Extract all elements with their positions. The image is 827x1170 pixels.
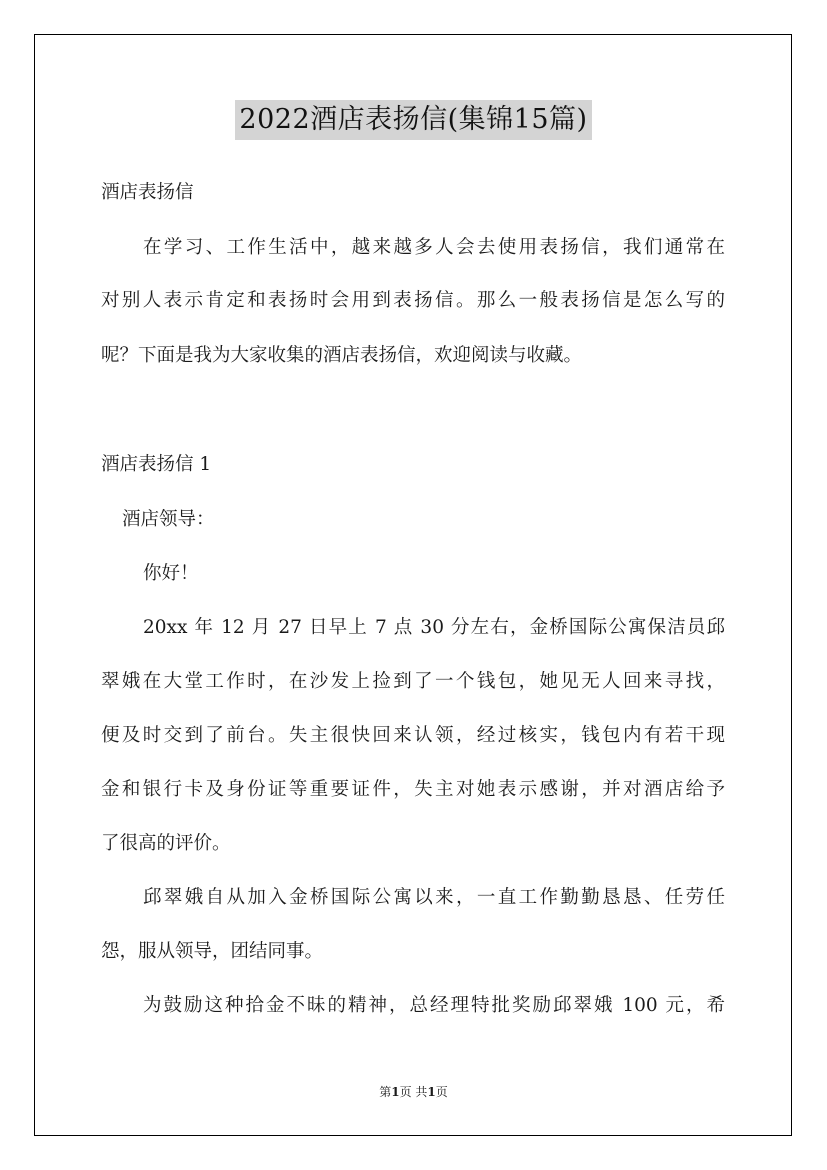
paragraph-line: 呢？下面是我为大家收集的酒店表扬信，欢迎阅读与收藏。 [101, 345, 583, 366]
salutation: 酒店领导： [122, 509, 215, 530]
paragraph-line: 对别人表示肯定和表扬时会用到表扬信。那么一般表扬信是怎么写的 [101, 290, 725, 311]
title-container [0, 100, 827, 140]
footer-suffix: 页 [435, 1085, 448, 1099]
paragraph-line: 便及时交到了前台。失主很快回来认领，经过核实，钱包内有若干现 [101, 725, 725, 746]
paragraph-line: 金和银行卡及身份证等重要证件，失主对她表示感谢，并对酒店给予 [101, 779, 725, 800]
document-title: 2022酒店表扬信(集锦15篇) [235, 100, 591, 140]
total-page-number: 1 [427, 1085, 436, 1099]
paragraph-line: 为鼓励这种拾金不昧的精神，总经理特批奖励邱翠娥 100 元，希 [143, 995, 725, 1016]
paragraph-line: 邱翠娥自从加入金桥国际公寓以来，一直工作勤勤恳恳、任劳任 [143, 887, 725, 908]
current-page-number: 1 [391, 1085, 400, 1099]
paragraph-line: 了很高的评价。 [101, 833, 231, 854]
page-footer [0, 1083, 827, 1101]
paragraph-line: 20xx 年 12 月 27 日早上 7 点 30 分左右，金桥国际公寓保洁员邱 [143, 617, 725, 638]
greeting: 你好！ [143, 563, 199, 584]
section-heading: 酒店表扬信 [101, 182, 194, 203]
paragraph-line: 翠娥在大堂工作时，在沙发上捡到了一个钱包，她见无人回来寻找， [101, 671, 725, 692]
paragraph-line: 怨，服从领导，团结同事。 [101, 941, 324, 962]
paragraph-line: 在学习、工作生活中，越来越多人会去使用表扬信，我们通常在 [143, 237, 725, 258]
footer-mid: 页 共 [399, 1085, 428, 1099]
footer-prefix: 第 [379, 1085, 392, 1099]
letter-heading: 酒店表扬信 1 [101, 454, 212, 475]
